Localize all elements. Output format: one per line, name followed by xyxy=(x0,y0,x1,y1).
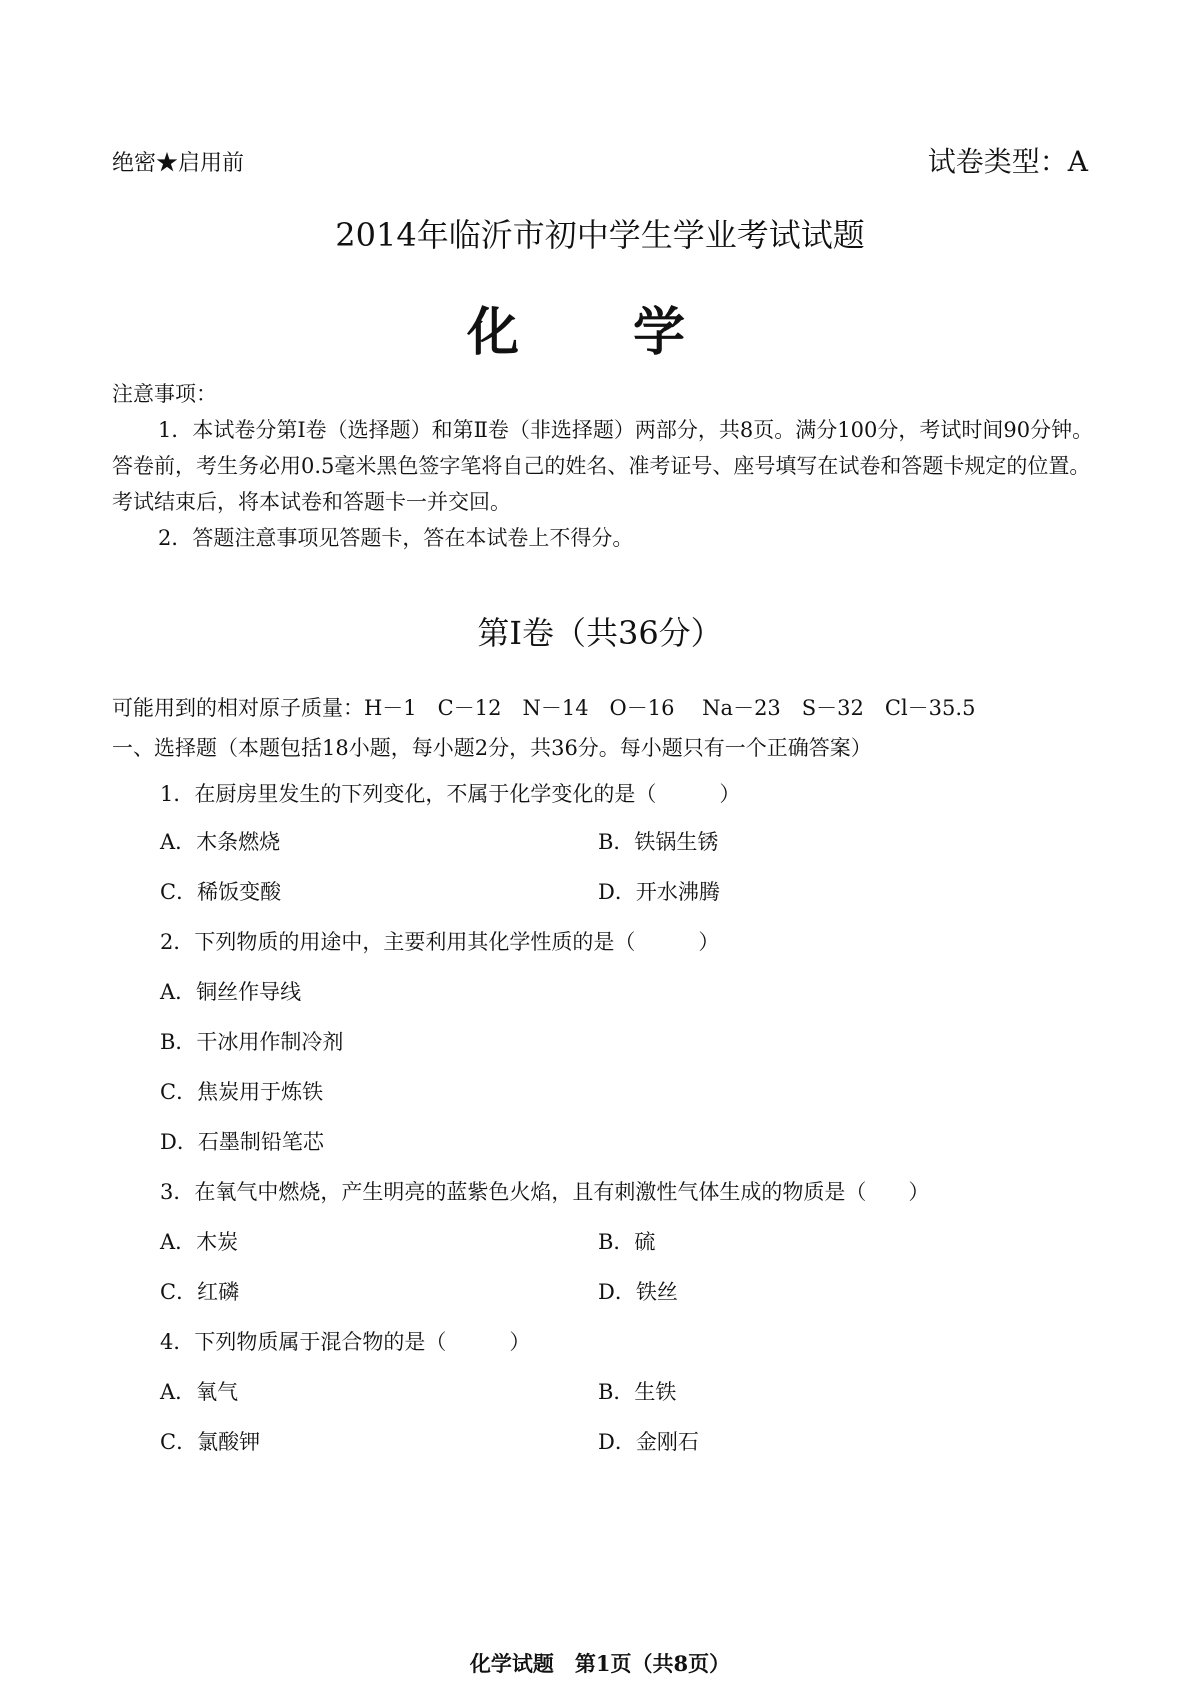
question-3-option-b: B．硫 xyxy=(598,1230,656,1254)
subject-title: 化 学 xyxy=(466,302,734,363)
notes-block xyxy=(112,376,1097,556)
notes-heading: 注意事项： xyxy=(112,382,217,406)
exam-title: 2014年临沂市初中学生学业考试试题 xyxy=(335,216,865,254)
question-3-stem: 3．在氧气中燃烧，产生明亮的蓝紫色火焰，且有刺激性气体生成的物质是（ ） xyxy=(160,1180,930,1204)
question-3-option-d: D．铁丝 xyxy=(598,1280,678,1304)
question-1-option-d: D．开水沸腾 xyxy=(598,880,720,904)
question-1-option-a: A．木条燃烧 xyxy=(160,830,281,854)
part-one-title: 第Ⅰ卷（共36分） xyxy=(477,614,723,652)
notes-item-2: 2．答题注意事项见答题卡，答在本试卷上不得分。 xyxy=(158,526,634,550)
question-1-option-c: C．稀饭变酸 xyxy=(160,880,282,904)
question-4-option-a: A．氧气 xyxy=(160,1380,239,1404)
question-2-stem: 2．下列物质的用途中，主要利用其化学性质的是（ ） xyxy=(160,930,720,954)
question-1-option-b: B．铁锅生锈 xyxy=(598,830,719,854)
question-4-option-b: B．生铁 xyxy=(598,1380,677,1404)
notes-item-1: 1．本试卷分第Ⅰ卷（选择题）和第Ⅱ卷（非选择题）两部分，共8页。满分100分，考试时间90分钟。答卷前，考生务必用0.5毫米黑色签字笔将自己的姓名、准考证号、座号填写在试卷和答题卡规定的位置。考试结束后，将本试卷和答题卡一并交回。 xyxy=(112,418,1094,514)
question-4-stem: 4．下列物质属于混合物的是（ ） xyxy=(160,1330,531,1354)
question-4-option-c: C．氯酸钾 xyxy=(160,1430,261,1454)
question-3-option-a: A．木炭 xyxy=(160,1230,239,1254)
paper-type-label: 试卷类型：A xyxy=(927,145,1088,178)
question-2-option-d: D．石墨制铅笔芯 xyxy=(160,1130,324,1154)
atomic-masses: 可能用到的相对原子质量：H－1 C－12 N－14 O－16 Na－23 S－32 Cl－35.5 xyxy=(112,696,976,720)
question-2-option-b: B．干冰用作制冷剂 xyxy=(160,1030,344,1054)
question-4-option-d: D．金刚石 xyxy=(598,1430,699,1454)
question-3-option-c: C．红磷 xyxy=(160,1280,240,1304)
question-1-stem: 1．在厨房里发生的下列变化，不属于化学变化的是（ ） xyxy=(160,782,741,806)
question-2-option-a: A．铜丝作导线 xyxy=(160,980,302,1004)
section-heading: 一、选择题（本题包括18小题，每小题2分，共36分。每小题只有一个正确答案） xyxy=(112,736,872,760)
page-footer: 化学试题 第1页（共8页） xyxy=(469,1651,731,1676)
question-2-option-c: C．焦炭用于炼铁 xyxy=(160,1080,324,1104)
confidential-label: 绝密★启用前 xyxy=(112,151,245,176)
